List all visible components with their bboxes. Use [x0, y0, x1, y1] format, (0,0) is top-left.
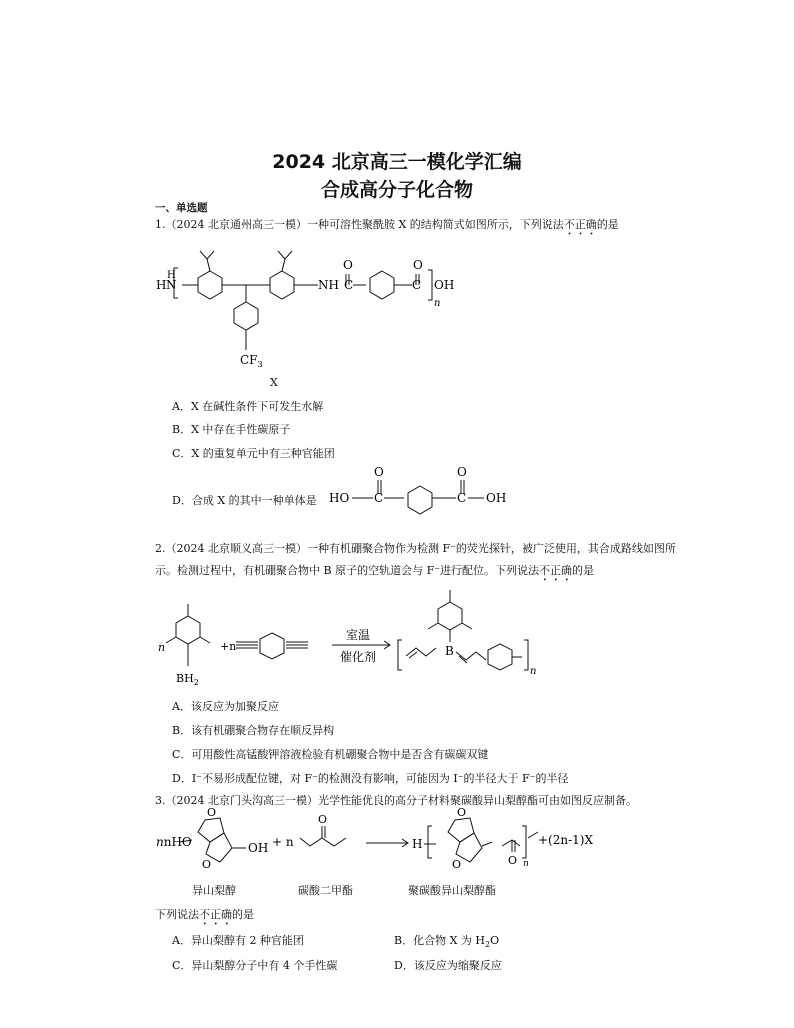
q1-d-o-left: O: [374, 465, 384, 479]
q3-carbonate-o: O: [318, 813, 328, 826]
q3-n-ho: nnHO: [156, 835, 192, 849]
q2-stem-line2: [155, 562, 594, 584]
q3-prompt-text: 下列说法: [155, 908, 199, 921]
q1-d-c-left: C: [374, 491, 384, 505]
q3-plus-n: + n: [272, 835, 294, 849]
q2-condition-top: 室温: [346, 628, 371, 642]
q3-prompt-emphasis: 不正确: [199, 908, 232, 921]
q1-amide-o: O: [343, 258, 353, 272]
q2-boron: B: [445, 644, 454, 658]
q1-n-atom: N: [166, 278, 177, 292]
q2-stem-emphasis: 不正确: [539, 564, 573, 577]
q1-d-c-right: C: [457, 491, 467, 505]
q3-caption-polymer: 聚碳酸异山梨醇酯: [408, 884, 496, 897]
section-heading: 一、单选题: [155, 202, 208, 214]
q3-prompt: [155, 906, 254, 928]
q2-option-d[interactable]: D．I⁻不易形成配位键，对 F⁻的检测没有影响，可能因为 I⁻的半径大于 F⁻的半径: [172, 772, 569, 785]
q1-repeat-n: n: [434, 298, 441, 309]
q1-acid-o: O: [413, 258, 423, 272]
q1-nh-h: H: [167, 270, 176, 281]
q2-n-left: n: [158, 641, 166, 654]
q2-repeat-n: n: [530, 666, 537, 677]
q1-option-c[interactable]: C．X 的重复单元中有三种官能团: [172, 447, 335, 460]
q2-option-b[interactable]: B．该有机硼聚合物存在顺反异构: [172, 724, 335, 737]
q3-option-b[interactable]: B．化合物 X 为 $H_2O$: [394, 934, 500, 950]
q1-h-terminal: H: [156, 278, 167, 292]
q1-stem-text: 1.（2024 北京通州高三一模）一种可溶性聚酰胺 X 的结构简式如图所示，下列说法: [155, 218, 564, 231]
q1-d-o-right: O: [457, 465, 467, 479]
q2-option-a[interactable]: A．该反应为加聚反应: [172, 700, 279, 713]
q3-stem: 3.（2024 北京门头沟高三一模）光学性能优良的高分子材料聚碳酸异山梨醇酯可由如图反应制备。: [155, 794, 637, 807]
q3-prompt-tail: 的是: [232, 908, 254, 921]
q3-byproduct: +(2n-1)X: [538, 833, 594, 847]
q3-reaction-scheme: [150, 808, 600, 878]
q2-plus-n: +n: [220, 640, 237, 653]
q1-figure-label: X: [270, 376, 278, 389]
q3-ring-o-bottom: O: [202, 858, 212, 871]
q3-repeat-n: n: [523, 859, 529, 869]
q3-ring-o-top: O: [207, 808, 217, 819]
q3-poly-o-top: O: [457, 808, 467, 819]
q1-option-d[interactable]: D．合成 X 的其中一种单体是: [172, 494, 317, 507]
q3-caption-isosorbide: 异山梨醇: [192, 884, 236, 897]
q3-caption-dmc: 碳酸二甲酯: [298, 884, 353, 897]
q1-stem-emphasis: 不正确: [563, 218, 597, 231]
q2-condition-bottom: 催化剂: [340, 650, 377, 664]
q1-cf3: $CF_3$: [240, 353, 263, 369]
q3-option-d[interactable]: D．该反应为缩聚反应: [394, 959, 502, 972]
q3-oh: OH: [248, 841, 269, 855]
q3-option-a[interactable]: A．异山梨醇有 2 种官能团: [172, 934, 304, 947]
q1-stem-tail: 的是: [596, 218, 619, 231]
q1-nh-group: NH: [318, 278, 339, 292]
q1-option-d-monomer-structure: [328, 464, 518, 530]
q1-option-a[interactable]: A．X 在碱性条件下可发生水解: [172, 400, 324, 413]
q3-poly-carbonyl-o: O: [508, 854, 518, 867]
q1-d-oh: OH: [486, 491, 507, 505]
q1-amide-c: C: [344, 278, 354, 292]
q3-option-c[interactable]: C．异山梨醇分子中有 4 个手性碳: [172, 959, 338, 972]
q1-d-ho: HO: [329, 491, 350, 505]
q2-reaction-scheme: [150, 582, 550, 694]
q1-option-b[interactable]: B．X 中存在手性碳原子: [172, 423, 291, 436]
q3-poly-o-bottom: O: [452, 858, 462, 871]
q2-bh2: $BH_2$: [176, 672, 199, 687]
q2-stem-text: 示。检测过程中，有机硼聚合物中 B 原子的空轨道会与 F⁻进行配位。下列说法: [155, 564, 540, 577]
q2-option-c[interactable]: C．可用酸性高锰酸钾溶液检验有机硼聚合物中是否含有碳碳双键: [172, 748, 489, 761]
q1-acid-c: C: [412, 278, 422, 292]
q1-polyamide-structure: [150, 234, 480, 394]
q2-stem-line1: 2.（2024 北京顺义高三一模）一种有机硼聚合物作为检测 F⁻的荧光探针，被广泛使用，其合成路线如图所: [155, 542, 676, 555]
q1-acid-oh: OH: [434, 278, 455, 292]
page-subtitle: 合成高分子化合物: [320, 179, 473, 201]
page-title: 2024 北京高三一模化学汇编: [272, 151, 522, 173]
q2-stem-tail: 的是: [572, 564, 595, 577]
q3-h: H: [412, 837, 423, 851]
